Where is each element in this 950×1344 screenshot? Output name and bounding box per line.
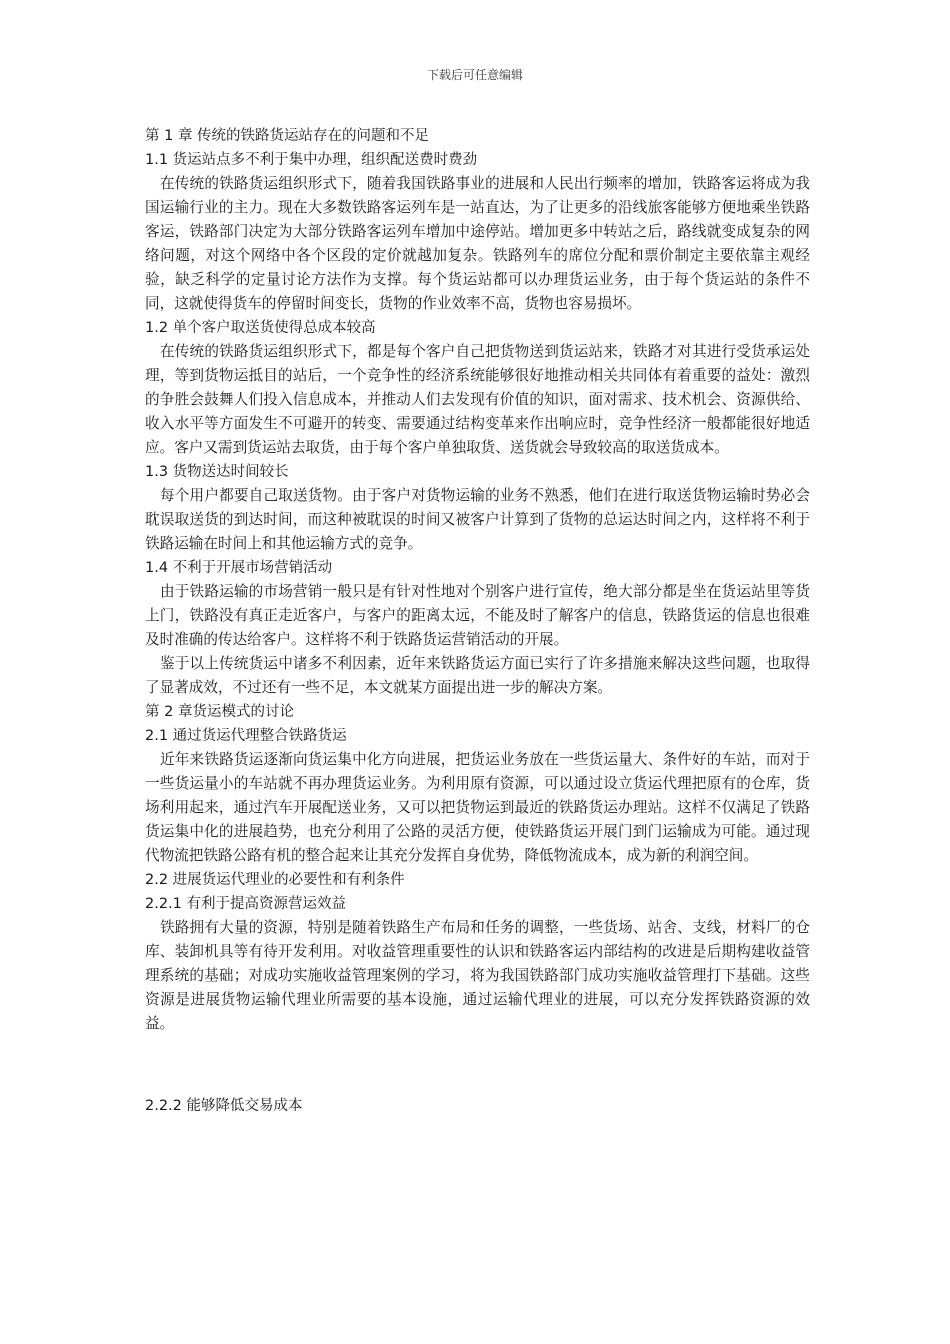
body-paragraph: 铁路拥有大量的资源，特别是随着铁路生产布局和任务的调整，一些货场、站舍、支线，材料厂的仓库、装卸机具等有待开发利用。对收益管理重要性的认识和铁路客运内部结构的改进是后期构建收益管理系统的基础；对成功实施收益管理案例的学习，将为我国铁路部门成功实施收益管理打下基础。这些资源是进展货物运输代理业所需要的基本设施，通过运输代理业的进展，可以充分发挥铁路资源的效益。: [145, 919, 810, 1032]
document-body: [145, 124, 810, 1118]
page-header: 下载后可任意编辑: [426, 68, 523, 82]
blank-line: [145, 1052, 810, 1078]
body-paragraph: 在传统的铁路货运组织形式下，随着我国铁路事业的进展和人民出行频率的增加，铁路客运将成为我国运输行业的主力。现在大多数铁路客运列车是一站直达，为了让更多的沿线旅客能够方便地乘坐铁路客运，铁路部门决定为大部分铁路客运列车增加中途停站。增加更多中转站之后，路线就变成复杂的网络问题，对这个网络中各个区段的定价就越加复杂。铁路列车的席位分配和票价制定主要依靠主观经验，缺乏科学的定量讨论方法作为支撑。每个货运站都可以办理货运业务，由于每个货运站的条件不同，这就使得货车的停留时间变长，货物的作业效率不高，货物也容易损坏。: [145, 175, 810, 312]
section-heading: 第 1 章 传统的铁路货运站存在的问题和不足: [145, 128, 430, 144]
section-heading: 1.4 不利于开展市场营销活动: [145, 560, 333, 576]
section-heading: 第 2 章货运模式的讨论: [145, 704, 294, 720]
body-paragraph: 近年来铁路货运逐渐向货运集中化方向进展，把货运业务放在一些货运量大、条件好的车站，而对于一些货运量小的车站就不再办理货运业务。为利用原有资源，可以通过设立货运代理把原有的仓库，货场利用起来，通过汽车开展配送业务，又可以把货物运到最近的铁路货运办理站。这样不仅满足了铁路货运集中化的进展趋势，也充分利用了公路的灵活方便，使铁路货运开展门到门运输成为可能。通过现代物流把铁路公路有机的整合起来让其充分发挥自身优势，降低物流成本，成为新的利润空间。: [145, 751, 810, 864]
section-heading: 2.1 通过货运代理整合铁路货运: [145, 728, 347, 744]
body-paragraph: 每个用户都要自己取送货物。由于客户对货物运输的业务不熟悉，他们在进行取送货物运输时势必会耽误取送货的到达时间，而这种被耽误的时间又被客户计算到了货物的总运达时间之内，这样将不利于铁路运输在时间上和其他运输方式的竞争。: [145, 487, 810, 552]
section-heading: 2.2.1 有利于提高资源营运效益: [145, 896, 347, 912]
section-heading: 2.2 进展货运代理业的必要性和有利条件: [145, 872, 405, 888]
body-paragraph: 由于铁路运输的市场营销一般只是有针对性地对个别客户进行宣传，绝大部分都是坐在货运站里等货上门，铁路没有真正走近客户，与客户的距离太远，不能及时了解客户的信息，铁路货运的信息也很难及时准确的传达给客户。这样将不利于铁路货运营销活动的开展。: [145, 583, 810, 648]
section-heading: 1.2 单个客户取送货使得总成本较高: [145, 320, 376, 336]
section-heading: 2.2.2 能够降低交易成本: [145, 1098, 303, 1114]
section-heading: 1.3 货物送达时间较长: [145, 464, 289, 480]
section-heading: 1.1 货运站点多不利于集中办理，组织配送费时费劲: [145, 152, 478, 168]
body-paragraph: 在传统的铁路货运组织形式下，都是每个客户自己把货物送到货运站来，铁路才对其进行受货承运处理，等到货物运抵目的站后，一个竞争性的经济系统能够很好地推动相关共同体有着重要的益处：激烈的争胜会鼓舞人们投入信息成本，并推动人们去发现有价值的知识，面对需求、技术机会、资源供给、收入水平等方面发生不可避开的转变、需要通过结构变革来作出响应时，竞争性经济一般都能很好地适应。客户又需到货运站去取货，由于每个客户单独取货、送货就会导致较高的取送货成本。: [145, 343, 810, 456]
body-paragraph: 鉴于以上传统货运中诸多不利因素，近年来铁路货运方面已实行了许多措施来解决这些问题，也取得了显著成效，不过还有一些不足，本文就某方面提出进一步的解决方案。: [145, 655, 810, 696]
